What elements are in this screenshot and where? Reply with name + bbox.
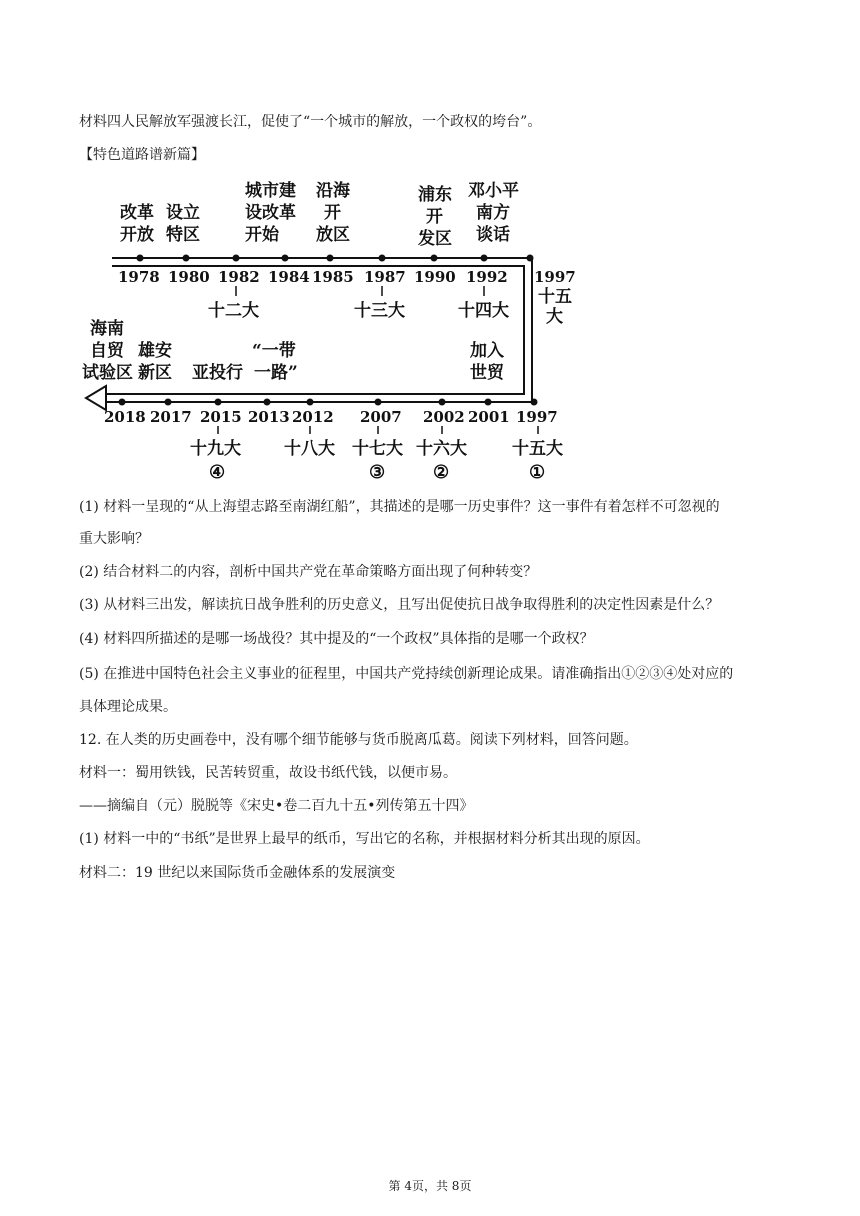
svg-text:1992: 1992 [466,268,508,286]
svg-text:2001: 2001 [468,408,510,426]
svg-text:开: 开 [426,207,443,227]
svg-text:2017: 2017 [150,408,192,426]
timeline-node-1992 [458,180,519,321]
timeline-node-1997-corner [527,255,576,328]
svg-text:十八大: 十八大 [284,439,335,459]
section-title: 【特色道路谱新篇】 [79,147,205,163]
svg-text:自贸: 自贸 [90,341,124,361]
svg-text:发区: 发区 [418,229,452,249]
question-12-intro: 12. 在人类的历史画卷中，没有哪个细节能够与货币脱离瓜葛。阅读下列材料，回答问题。 [79,732,638,748]
svg-text:1984: 1984 [268,268,310,286]
svg-text:浦东: 浦东 [418,185,452,205]
svg-text:1987: 1987 [364,268,406,286]
svg-text:1997: 1997 [516,408,558,426]
svg-text:1985: 1985 [312,268,354,286]
svg-text:雄安: 雄安 [138,341,172,361]
timeline-node-2007 [352,399,403,484]
timeline-node-2001 [468,340,510,426]
timeline-node-2015 [190,362,243,483]
svg-text:放区: 放区 [316,225,350,245]
svg-text:十二大: 十二大 [208,301,259,321]
svg-text:十六大: 十六大 [416,439,467,459]
timeline-node-2017 [138,340,192,426]
svg-text:沿海: 沿海 [316,181,350,201]
svg-text:2002: 2002 [423,408,465,426]
timeline-node-1987 [354,255,406,322]
timeline-node-2018 [82,318,146,426]
svg-text:世贸: 世贸 [470,363,504,383]
svg-text:一路”: 一路” [254,363,298,383]
timeline-node-1978 [118,202,160,286]
svg-text:1978: 1978 [118,268,160,286]
timeline-node-2002 [416,399,467,484]
reform-timeline-diagram [82,170,582,490]
svg-text:2013: 2013 [248,408,290,426]
svg-text:新区: 新区 [138,363,172,383]
svg-text:十五大: 十五大 [512,439,563,459]
svg-text:改革: 改革 [120,203,154,223]
material-one: 材料一：蜀用铁钱，民苦转贸重，故设书纸代钱，以便市易。 [79,765,457,781]
svg-text:开始: 开始 [245,225,279,245]
svg-text:城市建: 城市建 [245,181,296,201]
svg-text:1980: 1980 [168,268,210,286]
svg-text:加入: 加入 [470,341,504,361]
svg-text:十七大: 十七大 [352,439,403,459]
svg-text:十四大: 十四大 [458,301,509,321]
svg-text:2015: 2015 [200,408,242,426]
svg-text:特区: 特区 [166,225,200,245]
timeline-node-1990 [414,184,456,286]
svg-text:设立: 设立 [166,203,200,223]
material-four-text: 材料四人民解放军强渡长江，促使了“一个城市的解放，一个政权的垮台”。 [79,114,542,130]
svg-text:④: ④ [209,462,226,483]
material-two: 材料二：19 世纪以来国际货币金融体系的发展演变 [79,865,396,881]
svg-text:开放: 开放 [120,225,154,245]
question-1-line-1: (1) 材料一呈现的“从上海望志路至南湖红船”，其描述的是哪一历史事件？这一事件有着怎样不可忽视的 [79,499,720,515]
timeline-node-1980 [166,202,210,286]
svg-text:设改革: 设改革 [245,203,296,223]
question-2: (2) 结合材料二的内容，剖析中国共产党在革命策略方面出现了何种转变？ [79,564,538,580]
timeline-node-1982 [208,180,296,321]
svg-text:大: 大 [546,307,563,327]
timeline-node-1997 [512,399,563,484]
svg-text:1982: 1982 [218,268,260,286]
svg-text:邓小平: 邓小平 [468,181,519,201]
timeline-node-1984 [268,255,310,287]
svg-text:试验区: 试验区 [82,363,133,383]
svg-text:亚投行: 亚投行 [192,363,243,383]
svg-text:开: 开 [324,203,341,223]
svg-text:“一带: “一带 [252,341,296,361]
timeline-node-1985 [312,180,354,286]
svg-text:①: ① [529,462,546,483]
svg-text:2018: 2018 [104,408,146,426]
material-one-source: ——摘编自（元）脱脱等《宋史•卷二百九十五•列传第五十四》 [79,798,474,814]
svg-text:十九大: 十九大 [190,439,241,459]
question-5-line-1: (5) 在推进中国特色社会主义事业的征程里，中国共产党持续创新理论成果。请准确指出①②③④处对应的 [79,666,734,682]
svg-text:海南: 海南 [90,319,124,339]
timeline-node-2012 [284,399,335,460]
svg-text:2007: 2007 [360,408,402,426]
svg-text:十五: 十五 [538,287,572,307]
page-footer: 第 4页，共 8页 [388,1179,472,1193]
svg-text:②: ② [433,462,450,483]
question-1-line-2: 重大影响？ [79,531,149,547]
timeline-node-2013 [248,340,298,426]
question-12-1: (1) 材料一中的“书纸”是世界上最早的纸币，写出它的名称，并根据材料分析其出现的原因。 [79,831,650,847]
svg-text:谈话: 谈话 [476,225,510,245]
svg-text:③: ③ [369,462,386,483]
question-3: (3) 从材料三出发，解读抗日战争胜利的历史意义，且写出促使抗日战争取得胜利的决定性因素是什么？ [79,597,720,613]
question-4: (4) 材料四所描述的是哪一场战役？其中提及的“一个政权”具体指的是哪一个政权？ [79,631,594,647]
svg-text:十三大: 十三大 [354,301,405,321]
svg-text:南方: 南方 [476,203,510,223]
question-5-line-2: 具体理论成果。 [79,699,177,715]
svg-text:1990: 1990 [414,268,456,286]
svg-text:2012: 2012 [292,408,334,426]
svg-text:1997: 1997 [534,268,576,286]
